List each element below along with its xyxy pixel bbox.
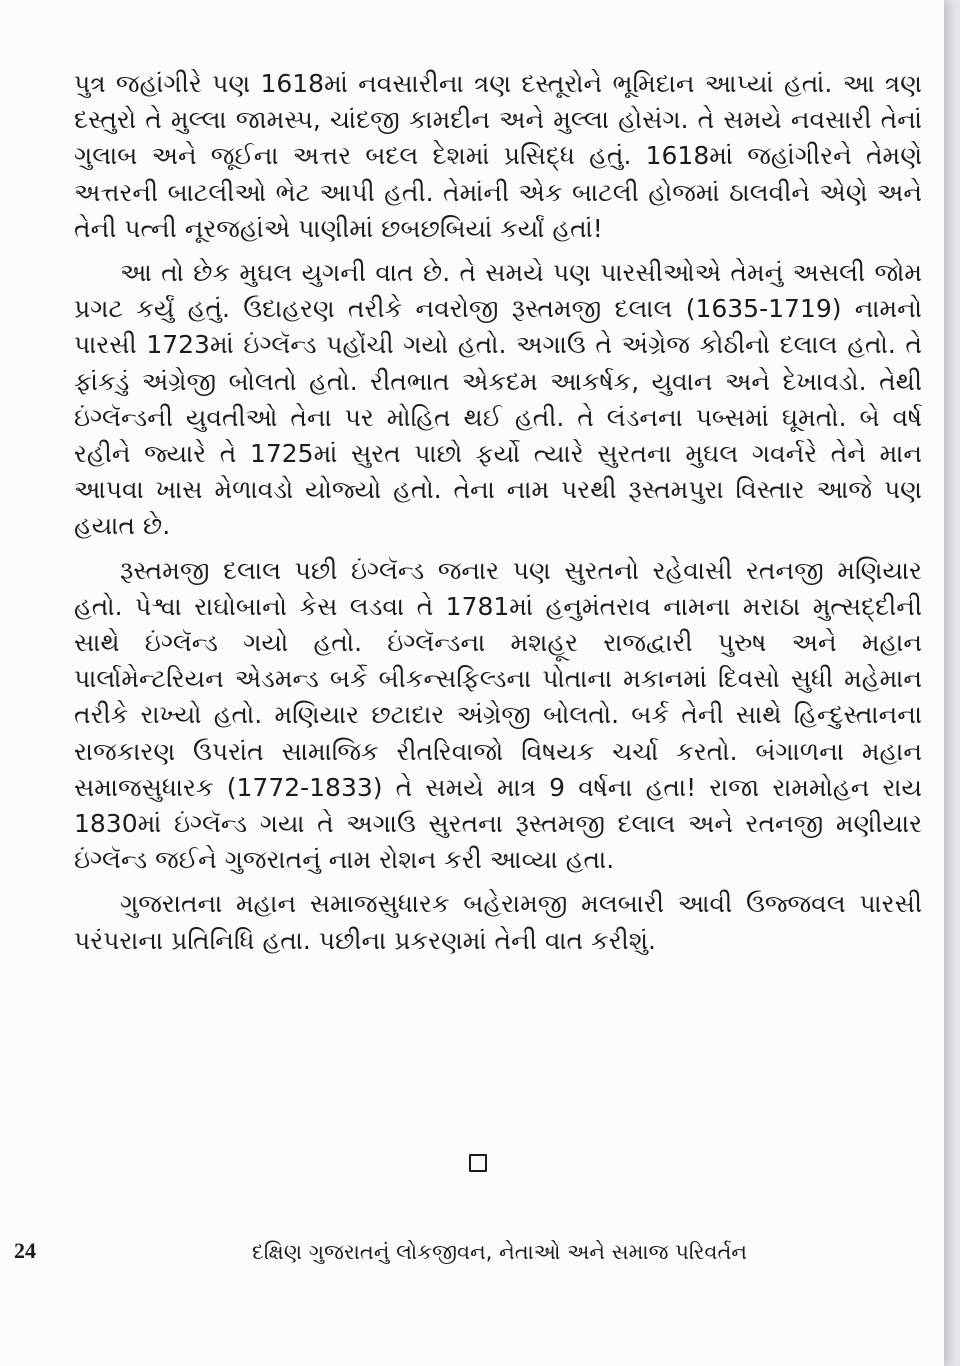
paragraph-2: આ તો છેક મુઘલ યુગની વાત છે. તે સમયે પણ પારસીઓએ તેમનું અસલી જોમ પ્રગટ કર્યું હતું. ઉદાહરણ તરીકે નવરોજી રૂસ્તમજી દલાલ (1635-1719) નામનો પારસી 1723માં ઇંગ્લૅન્ડ પહોંચી ગયો હતો. અગાઉ તે અંગ્રેજ કોઠીનો દલાલ હતો. તે ફાંકડું અંગ્રેજી બોલતો હતો. રીતભાત એકદમ આકર્ષક, યુવાન અને દેખાવડો. તેથી ઇંગ્લૅન્ડની યુવતીઓ તેના પર મોહિત થઈ હતી. તે લંડનના પબ્સમાં ઘૂમતો. બે વર્ષ રહીને જ્યારે તે 1725માં સુરત પાછો ફર્યો ત્યારે સુરતના મુઘલ ગવર્નરે તેને માન આપવા ખાસ મેળાવડો યોજ્યો હતો. તેના નામ પરથી રૂસ્તમપુરા વિસ્તાર આજે પણ હયાત છે. xyxy=(74,258,922,541)
page-footer xyxy=(0,1230,944,1270)
section-end-square-icon xyxy=(469,1154,487,1172)
paragraph-4: ગુજરાતના મહાન સમાજસુધારક બહેરામજી મલબારી આવી ઉજ્જવલ પારસી પરંપરાના પ્રતિનિધિ હતા. પછીના પ્રકરણમાં તેની વાત કરીશું. xyxy=(74,889,922,955)
page-number: 24 xyxy=(14,1238,36,1263)
body-text xyxy=(74,66,922,967)
running-title: દક્ષિણ ગુજરાતનું લોકજીવન, નેતાઓ અને સમાજ પરિવર્તન xyxy=(252,1240,748,1264)
paragraph-3: રૂસ્તમજી દલાલ પછી ઇંગ્લૅન્ડ જનાર પણ સુરતનો રહેવાસી રતનજી મણિયાર હતો. પેશ્વા રાઘોબાનો કેસ લડવા તે 1781માં હનુમંતરાવ નામના મરાઠા મુત્સદ્દીની સાથે ઇંગ્લૅન્ડ ગયો હતો. ઇંગ્લૅન્ડના મશહૂર રાજદ્વારી પુરુષ અને મહાન પાર્લામેન્ટરિયન એડમન્ડ બર્કે બીકન્સફિલ્ડના પોતાના મકાનમાં દિવસો સુધી મહેમાન તરીકે રાખ્યો હતો. મણિયાર છટાદાર અંગ્રેજી બોલતો. બર્ક તેની સાથે હિન્દુસ્તાનના રાજકારણ ઉપરાંત સામાજિક રીતરિવાજો વિષયક ચર્ચા કરતો. બંગાળના મહાન સમાજસુધારક (1772-1833) તે સમયે માત્ર 9 વર્ષના હતા! રાજા રામમોહન રાય 1830માં ઇંગ્લૅન્ડ ગયા તે અગાઉ સુરતના રૂસ્તમજી દલાલ અને રતનજી મણીયાર ઇંગ્લૅન્ડ જઈને ગુજરાતનું નામ રોશન કરી આવ્યા હતા. xyxy=(74,555,922,875)
paragraph-1: પુત્ર જહાંગીરે પણ 1618માં નવસારીના ત્રણ દસ્તૂરોને ભૂમિદાન આપ્યાં હતાં. આ ત્રણ દસ્તુરો તે મુલ્લા જામસ્પ, ચાંદજી કામદીન અને મુલ્લા હોસંગ. તે સમયે નવસારી તેનાં ગુલાબ અને જૂઈના અત્તર બદલ દેશમાં પ્રસિદ્ધ હતું. 1618માં જહાંગીરને તેમણે અત્તરની બાટલીઓ ભેટ આપી હતી. તેમાંની એક બાટલી હોજમાં ઠાલવીને એણે અને તેની પત્ની નૂરજહાંએ પાણીમાં છબછબિયાં કર્યાં હતાં! xyxy=(74,69,922,243)
